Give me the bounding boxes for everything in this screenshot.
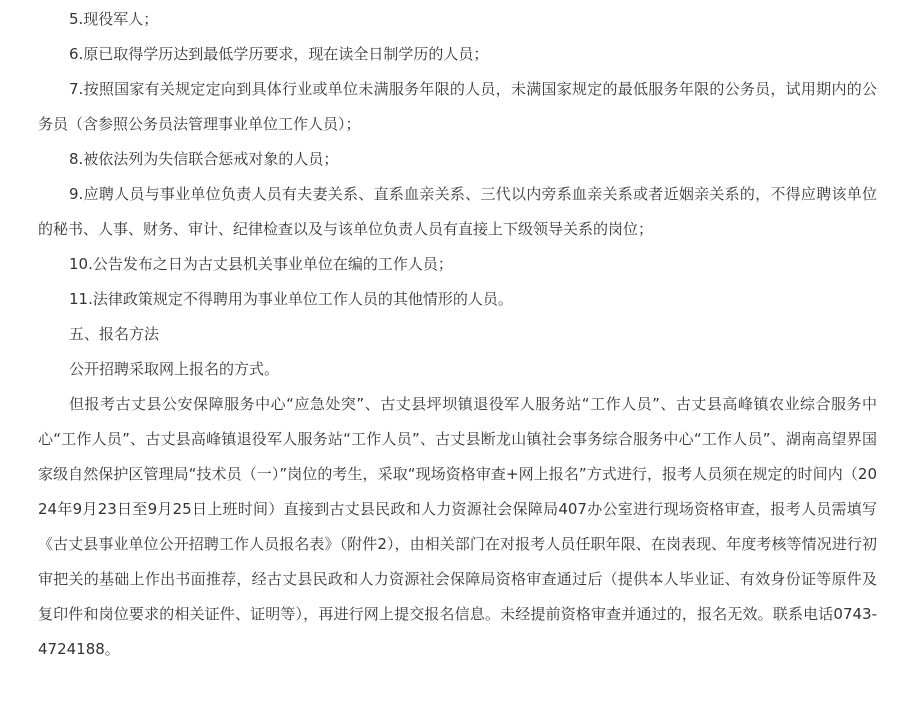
- paragraph-item-9: 9.应聘人员与事业单位负责人员有夫妻关系、直系血亲关系、三代以内旁系血亲关系或者近姻亲关系的，不得应聘该单位的秘书、人事、财务、审计、纪律检查以及与该单位负责人员有直接上下级领导关系的岗位；: [38, 185, 877, 238]
- paragraph-item-8: 8.被依法列为失信联合惩戒对象的人员；: [69, 150, 339, 168]
- paragraph-online-registration: 公开招聘采取网上报名的方式。: [69, 360, 280, 378]
- paragraph-item-6: 6.原已取得学历达到最低学历要求，现在读全日制学历的人员；: [69, 45, 489, 63]
- paragraph-item-7: 7.按照国家有关规定定向到具体行业或单位未满服务年限的人员，未满国家规定的最低服务年限的公务员，试用期内的公务员（含参照公务员法管理事业单位工作人员）；: [38, 80, 877, 133]
- paragraph-onsite-review: 但报考古丈县公安保障服务中心“应急处突”、古丈县坪坝镇退役军人服务站“工作人员”、古丈县高峰镇农业综合服务中心“工作人员”、古丈县高峰镇退役军人服务站“工作人员”、古丈县断龙山镇社会事务综合服务中心“工作人员”、湖南高望界国家级自然保护区管理局“技术员（一）”岗位的考生，采取“现场资格审查+网上报名”方式进行，报考人员须在规定的时间内（2024年9月23日至9月25日上班时间）直接到古丈县民政和人力资源社会保障局407办公室进行现场资格审查，报考人员需填写《古丈县事业单位公开招聘工作人员报名表》（附件2），由相关部门在对报考人员任职年限、在岗表现、年度考核等情况进行初审把关的基础上作出书面推荐，经古丈县民政和人力资源社会保障局资格审查通过后（提供本人毕业证、有效身份证等原件及复印件和岗位要求的相关证件、证明等），再进行网上提交报名信息。未经提前资格审查并通过的，报名无效。联系电话0743-4724188。: [38, 395, 877, 658]
- paragraph-item-5: 5.现役军人；: [69, 10, 159, 28]
- paragraph-item-11: 11.法律政策规定不得聘用为事业单位工作人员的其他情形的人员。: [69, 290, 513, 308]
- section-heading-registration: 五、报名方法: [69, 325, 160, 343]
- paragraph-item-10: 10.公告发布之日为古丈县机关事业单位在编的工作人员；: [69, 255, 453, 273]
